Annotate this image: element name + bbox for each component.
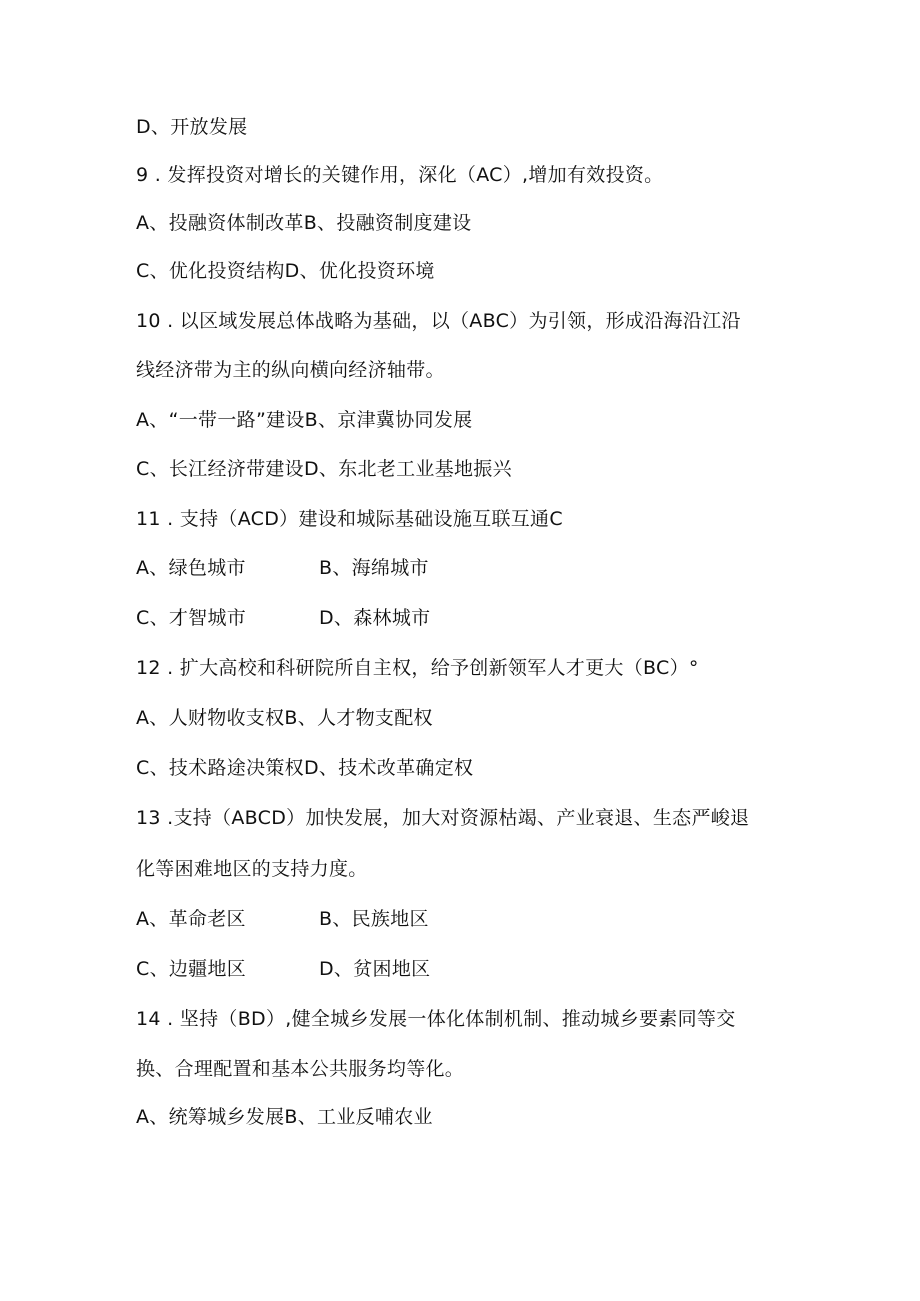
option-line: A、投融资体制改革B、投融资制度建设 [136,212,472,234]
option-row [136,907,429,931]
option-b: B、海绵城市 [319,557,429,579]
question-11: 11 . 支持（ACD）建设和城际基础设施互联互通C [136,508,563,530]
question-13-continued: 化等困难地区的支持力度。 [136,858,368,880]
option-row [136,556,429,580]
option-b: B、民族地区 [319,908,429,930]
option-line: A、“一带一路”建设B、京津冀协同发展 [136,409,473,431]
option-row [136,957,431,981]
option-line: C、优化投资结构D、优化投资环境 [136,260,435,282]
question-13: 13 .支持（ABCD）加快发展，加大对资源枯竭、产业衰退、生态严峻退 [136,807,750,829]
option-line: A、统筹城乡发展B、工业反哺农业 [136,1106,433,1128]
option-d: D、森林城市 [319,607,431,629]
option-c: C、边疆地区 [136,958,247,980]
option-row [136,606,431,630]
option-a: A、绿色城市 [136,557,246,579]
option-d: D、贫困地区 [319,958,431,980]
question-12: 12 . 扩大高校和科研院所自主权，给予创新领军人才更大（BC）° [136,657,699,679]
question-14-continued: 换、合理配置和基本公共服务均等化。 [136,1058,465,1080]
question-10: 10 . 以区域发展总体战略为基础，以（ABC）为引领，形成沿海沿江沿 [136,310,741,332]
option-line: C、长江经济带建设D、东北老工业基地振兴 [136,458,512,480]
option-line: D、开放发展 [136,116,248,138]
option-a: A、革命老区 [136,908,246,930]
question-10-continued: 线经济带为主的纵向横向经济轴带。 [136,359,445,381]
option-c: C、才智城市 [136,607,247,629]
option-line: C、技术路途决策权D、技术改革确定权 [136,757,474,779]
question-14: 14 . 坚持（BD）,健全城乡发展一体化体制机制、推动城乡要素同等交 [136,1008,736,1030]
option-line: A、人财物收支权B、人才物支配权 [136,707,433,729]
question-9: 9 . 发挥投资对增长的关键作用，深化（AC）,增加有效投资。 [136,164,664,186]
